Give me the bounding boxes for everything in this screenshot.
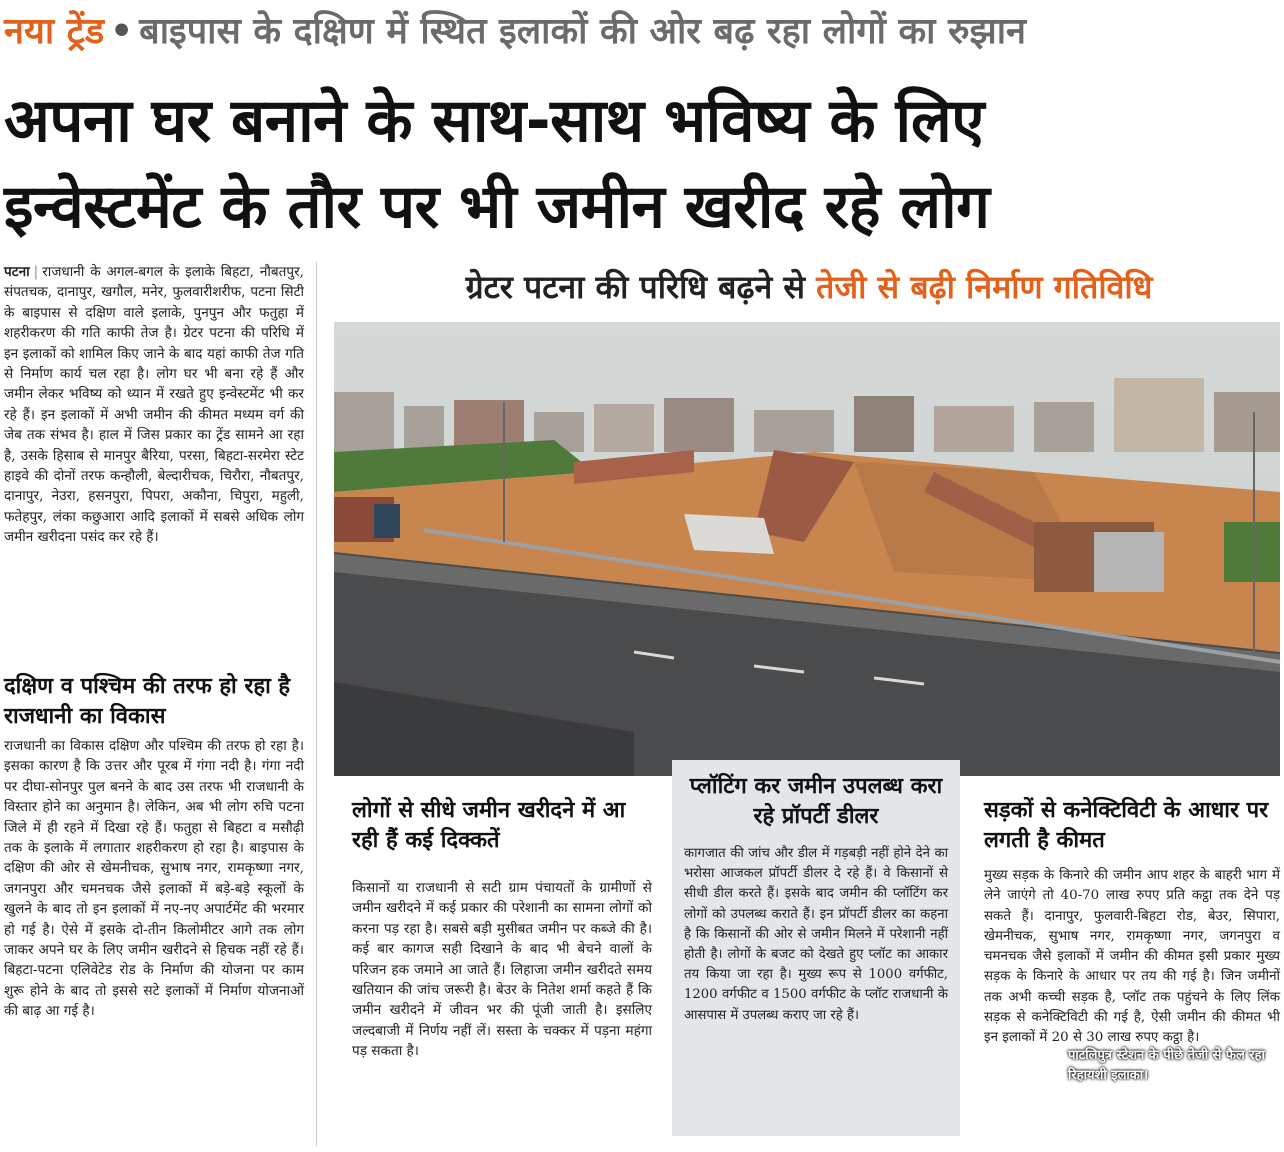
kicker bbox=[4, 4, 1280, 60]
column-4-subhead: सड़कों से कनेक्टिविटी के आधार पर लगती है कीमत bbox=[984, 798, 1269, 853]
headline bbox=[4, 78, 1280, 250]
column-3-subhead: प्लॉटिंग कर जमीन उपलब्ध करा रहे प्रॉपर्टी डीलर bbox=[689, 774, 943, 829]
dateline-separator: | bbox=[33, 264, 39, 280]
kicker-text: बाइपास के दक्षिण में स्थित इलाकों की ओर बढ़ रहा लोगों का रुझान bbox=[139, 11, 1027, 52]
dateline: पटना bbox=[4, 264, 30, 280]
photo-title-part-2: तेजी से बढ़ी निर्माण गतिविधि bbox=[816, 268, 1153, 306]
photo-illustration bbox=[334, 322, 1280, 776]
column-divider bbox=[316, 262, 317, 1146]
photo-title bbox=[338, 262, 1280, 312]
column-1-intro bbox=[4, 262, 304, 548]
headline-line-1: अपना घर बनाने के साथ-साथ भविष्य के लिए bbox=[4, 86, 984, 156]
photo-caption: पाटलिपुत्र स्टेशन के पीछे तेजी से फैल रहा रिहायशी इलाका। bbox=[1068, 1048, 1265, 1083]
column-2-subhead: लोगों से सीधे जमीन खरीदने में आ रही हैं कई दिक्कतें bbox=[352, 798, 626, 853]
column-1-para-1: राजधानी के अगल-बगल के इलाके बिहटा, नौबतपुर, संपतचक, दानापुर, खगौल, मनेर, फुलवारीशरीफ, पटना सिटी के बाइपास से दक्षिण वाले इलाके, पुनपुन और फतुहा में शहरीकरण की गति काफी तेज है। ग्रेटर पटना की परिधि में इन इलाकों को शामिल किए जाने के बाद यहां काफी तेज गति से निर्माण कार्य चल रहा है। लोग घर भी बना रहे हैं और जमीन लेकर भविष्य को ध्यान में रखते हुए इन्वेस्टमेंट भी कर रहे हैं। इन इलाकों में अभी जमीन की कीमत मध्यम वर्ग की जेब तक संभव है। हाल में जिस प्रकार का ट्रेंड सामने आ रहा है, उसके हिसाब से मानपुर बैरिया, परसा, बिहटा-सरमेरा स्टेट हाइवे की दोनों तरफ कन्हौली, बेल्दारीचक, चिरौरा, नौबतपुर, दानापुर, नेउरा, हसनपुरा, पिपरा, अकौना, चिपुरा, महुली, फतेहपुर, लंका कछुआरा आदि इलाकों में सबसे अधिक लोग जमीन खरीदना पसंद कर रहे हैं। bbox=[4, 264, 304, 546]
kicker-tag: नया ट्रेंड bbox=[4, 11, 105, 52]
headline-line-2: इन्वेस्टमेंट के तौर पर भी जमीन खरीद रहे लोग bbox=[4, 172, 990, 242]
column-1-subhead: दक्षिण व पश्चिम की तरफ हो रहा है राजधानी का विकास bbox=[4, 674, 291, 729]
column-3-text: कागजात की जांच और डील में गड़बड़ी नहीं होने देने का भरोसा आजकल प्रॉपर्टी डीलर दे रहे हैं। वे किसानों से सीधी डील करते हैं। इसके बाद जमीन की प्लॉटिंग कर लोगों को उपलब्ध कराते हैं। इन प्रॉपर्टी डीलर का कहना है कि किसानों की ओर से जमीन मिलने में परेशानी नहीं होती है। लोगों के बजट को देखते हुए प्लॉट का आकार तय किया जा रहा है। मुख्य रूप से 1000 वर्गफीट, 1200 वर्गफीट व 1500 वर्गफीट के प्लॉट राजधानी के आसपास में उपलब्ध कराए जा रहे हैं। bbox=[684, 846, 948, 1023]
column-4-text: मुख्य सड़क के किनारे की जमीन आप शहर के बाहरी भाग में लेने जाएंगे तो 40-70 लाख रुपए प्रति कट्ठा तक देने पड़ सकते हैं। दानापुर, फुलवारी-बिहटा रोड, बेउर, सिपारा, खेमनीचक, सुभाष नगर, रामकृष्णा नगर, जगनपुरा व चमनचक जैसे इलाकों में जमीन की कीमत इसी प्रकार मुख्य सड़क के किनारे के आधार पर तय की गई है। जिन जमीनों तक अभी कच्ची सड़क है, प्लॉट तक पहुंचने के लिए लिंक सड़क से कनेक्टिविटी की गई है, ऐसी जमीन की कीमत भी इन इलाकों में 20 से 30 लाख रुपए कट्ठा है। bbox=[984, 868, 1280, 1046]
column-1-para-2: राजधानी का विकास दक्षिण और पश्चिम की तरफ हो रहा है। इसका कारण है कि उत्तर और पूरब में गंगा नदी है। गंगा नदी पर दीघा-सोनपुर पुल बनने के बाद उस तरफ भी राजधानी के विस्तार होने का अनुमान है। लेकिन, अब भी लोग रुचि पटना जिले में ही रहने में दिखा रहे हैं। फतुहा से बिहटा व मसौढ़ी तक के इलाके में लगातार शहरीकरण हो रहा है। बाइपास के दक्षिण की ओर से खेमनीचक, सुभाष नगर, रामकृष्णा नगर, जगनपुरा और चमनचक जैसे इलाकों में बड़े-बड़े स्कूलों के खुलने के बाद तो इन इलाकों में नए-नए अपार्टमेंट की भरमार हो गई है। ऐसे में इसके दो-तीन किलोमीटर आगे तक लोग जाकर अपने घर के लिए जमीन खरीदने से हिचक नहीं रहे हैं। बिहटा-पटना एलिवेटेड रोड के निर्माण की योजना पर काम शुरू होने के बाद तो इससे सटे इलाकों में निर्माण योजनाओं की बाढ़ आ गई है। bbox=[4, 738, 304, 1020]
kicker-bullet: • bbox=[110, 11, 134, 52]
photo-title-part-1: ग्रेटर पटना की परिधि बढ़ने से bbox=[465, 268, 805, 306]
column-2-text: किसानों या राजधानी से सटी ग्राम पंचायतों के ग्रामीणों से जमीन खरीदने में कई प्रकार की परेशानी का सामना लोगों को करना पड़ रहा है। सबसे बड़ी मुसीबत जमीन पर कब्जे की है। कई बार कागज सही दिखाने के बाद भी बेचने वालों के परिजन हक जमाने आ जाते हैं। लिहाजा जमीन खरीदते समय खतियान की जांच जरूरी है। बेउर के नितेश शर्मा कहते हैं कि जमीन खरीदने में जीवन भर की पूंजी जाती है। इसलिए जल्दबाजी में निर्णय नहीं लें। सस्ता के चक्कर में पड़ना महंगा पड़ सकता है। bbox=[352, 880, 652, 1060]
